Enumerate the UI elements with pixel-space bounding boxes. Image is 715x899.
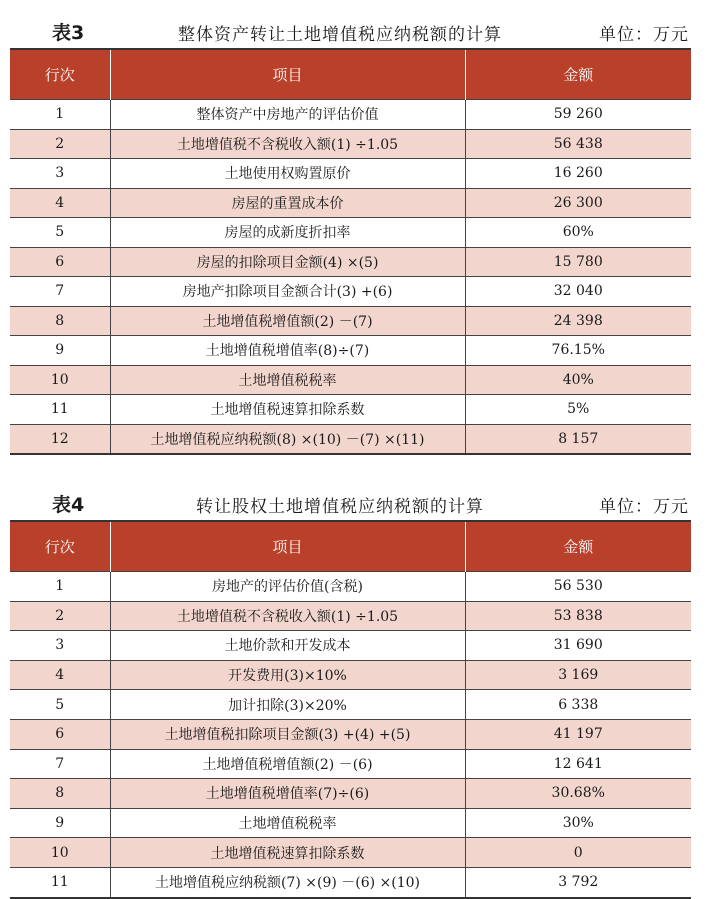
cell-row-number: 11 [10,867,110,897]
cell-item: 土地使用权购置原价 [110,159,465,189]
table-row [10,277,691,307]
cell-row-number: 8 [10,306,110,336]
cell-row-number: 6 [10,719,110,749]
cell-item: 房屋的成新度折扣率 [110,218,465,248]
table-3-caption [10,8,691,48]
cell-row-number: 5 [10,218,110,248]
cell-item: 整体资产中房地产的评估价值 [110,100,465,130]
table-4-block [10,480,691,899]
table-4 [10,520,691,899]
cell-amount: 30% [465,808,691,838]
cell-amount: 59 260 [465,100,691,130]
table-row [10,188,691,218]
table-row [10,572,691,602]
cell-amount: 40% [465,365,691,395]
table-row [10,719,691,749]
cell-item: 土地增值税扣除项目金额(3) +(4) +(5) [110,719,465,749]
cell-item: 土地增值税速算扣除系数 [110,395,465,425]
table-row [10,808,691,838]
table-3-unit: 单位：万元 [599,25,689,45]
cell-item: 土地增值税增值额(2) －(7) [110,306,465,336]
cell-amount: 26 300 [465,188,691,218]
table-row [10,395,691,425]
cell-row-number: 11 [10,395,110,425]
table-row [10,218,691,248]
table-row [10,365,691,395]
cell-amount: 32 040 [465,277,691,307]
table-row [10,660,691,690]
cell-row-number: 10 [10,365,110,395]
cell-item: 土地增值税增值额(2) －(6) [110,749,465,779]
cell-item: 土地价款和开发成本 [110,631,465,661]
table-header-row [10,49,691,100]
table-3 [10,48,691,455]
cell-amount: 3 169 [465,660,691,690]
cell-row-number: 7 [10,277,110,307]
cell-row-number: 9 [10,808,110,838]
cell-item: 土地增值税应纳税额(8) ×(10) －(7) ×(11) [110,424,465,454]
cell-row-number: 4 [10,188,110,218]
cell-item: 土地增值税不含税收入额(1) ÷1.05 [110,129,465,159]
table-3-label: 表3 [52,22,85,44]
table-row [10,129,691,159]
cell-item: 加计扣除(3)×20% [110,690,465,720]
header-amount: 金额 [465,49,691,100]
cell-row-number: 9 [10,336,110,366]
table-row [10,631,691,661]
table-row [10,690,691,720]
cell-amount: 76.15% [465,336,691,366]
table-4-body [10,572,691,898]
cell-amount: 8 157 [465,424,691,454]
table-4-label: 表4 [52,494,85,516]
table-row [10,336,691,366]
cell-item: 土地增值税税率 [110,365,465,395]
cell-amount: 60% [465,218,691,248]
cell-row-number: 10 [10,838,110,868]
cell-item: 房地产的评估价值(含税) [110,572,465,602]
header-row-number: 行次 [10,521,110,572]
cell-item: 房屋的重置成本价 [110,188,465,218]
table-row [10,749,691,779]
cell-row-number: 12 [10,424,110,454]
cell-amount: 56 530 [465,572,691,602]
cell-amount: 12 641 [465,749,691,779]
table-3-title: 整体资产转让土地增值税应纳税额的计算 [178,25,502,45]
cell-amount: 5% [465,395,691,425]
header-amount: 金额 [465,521,691,572]
cell-row-number: 1 [10,100,110,130]
table-row [10,247,691,277]
table-4-caption [10,480,691,520]
header-item: 项目 [110,521,465,572]
cell-row-number: 8 [10,779,110,809]
cell-item: 土地增值税增值率(8)÷(7) [110,336,465,366]
table-4-unit: 单位：万元 [599,497,689,517]
cell-item: 土地增值税不含税收入额(1) ÷1.05 [110,601,465,631]
cell-row-number: 3 [10,631,110,661]
cell-item: 土地增值税速算扣除系数 [110,838,465,868]
cell-item: 土地增值税应纳税额(7) ×(9) －(6) ×(10) [110,867,465,897]
cell-row-number: 2 [10,601,110,631]
cell-row-number: 5 [10,690,110,720]
cell-row-number: 4 [10,660,110,690]
table-3-body [10,100,691,455]
table-row [10,779,691,809]
cell-amount: 6 338 [465,690,691,720]
cell-row-number: 2 [10,129,110,159]
header-item: 项目 [110,49,465,100]
table-header-row [10,521,691,572]
table-3-block [10,8,691,455]
cell-item: 土地增值税增值率(7)÷(6) [110,779,465,809]
cell-item: 房地产扣除项目金额合计(3) +(6) [110,277,465,307]
cell-row-number: 3 [10,159,110,189]
table-row [10,838,691,868]
cell-amount: 3 792 [465,867,691,897]
cell-amount: 0 [465,838,691,868]
cell-row-number: 6 [10,247,110,277]
cell-item: 房屋的扣除项目金额(4) ×(5) [110,247,465,277]
cell-amount: 24 398 [465,306,691,336]
table-row [10,601,691,631]
cell-amount: 56 438 [465,129,691,159]
cell-row-number: 1 [10,572,110,602]
cell-item: 开发费用(3)×10% [110,660,465,690]
cell-amount: 31 690 [465,631,691,661]
cell-item: 土地增值税税率 [110,808,465,838]
cell-amount: 30.68% [465,779,691,809]
table-row [10,424,691,454]
table-4-title: 转让股权土地增值税应纳税额的计算 [196,497,484,517]
table-row [10,306,691,336]
cell-amount: 16 260 [465,159,691,189]
cell-amount: 15 780 [465,247,691,277]
table-row [10,100,691,130]
cell-row-number: 7 [10,749,110,779]
header-row-number: 行次 [10,49,110,100]
table-row [10,867,691,897]
cell-amount: 53 838 [465,601,691,631]
cell-amount: 41 197 [465,719,691,749]
table-row [10,159,691,189]
